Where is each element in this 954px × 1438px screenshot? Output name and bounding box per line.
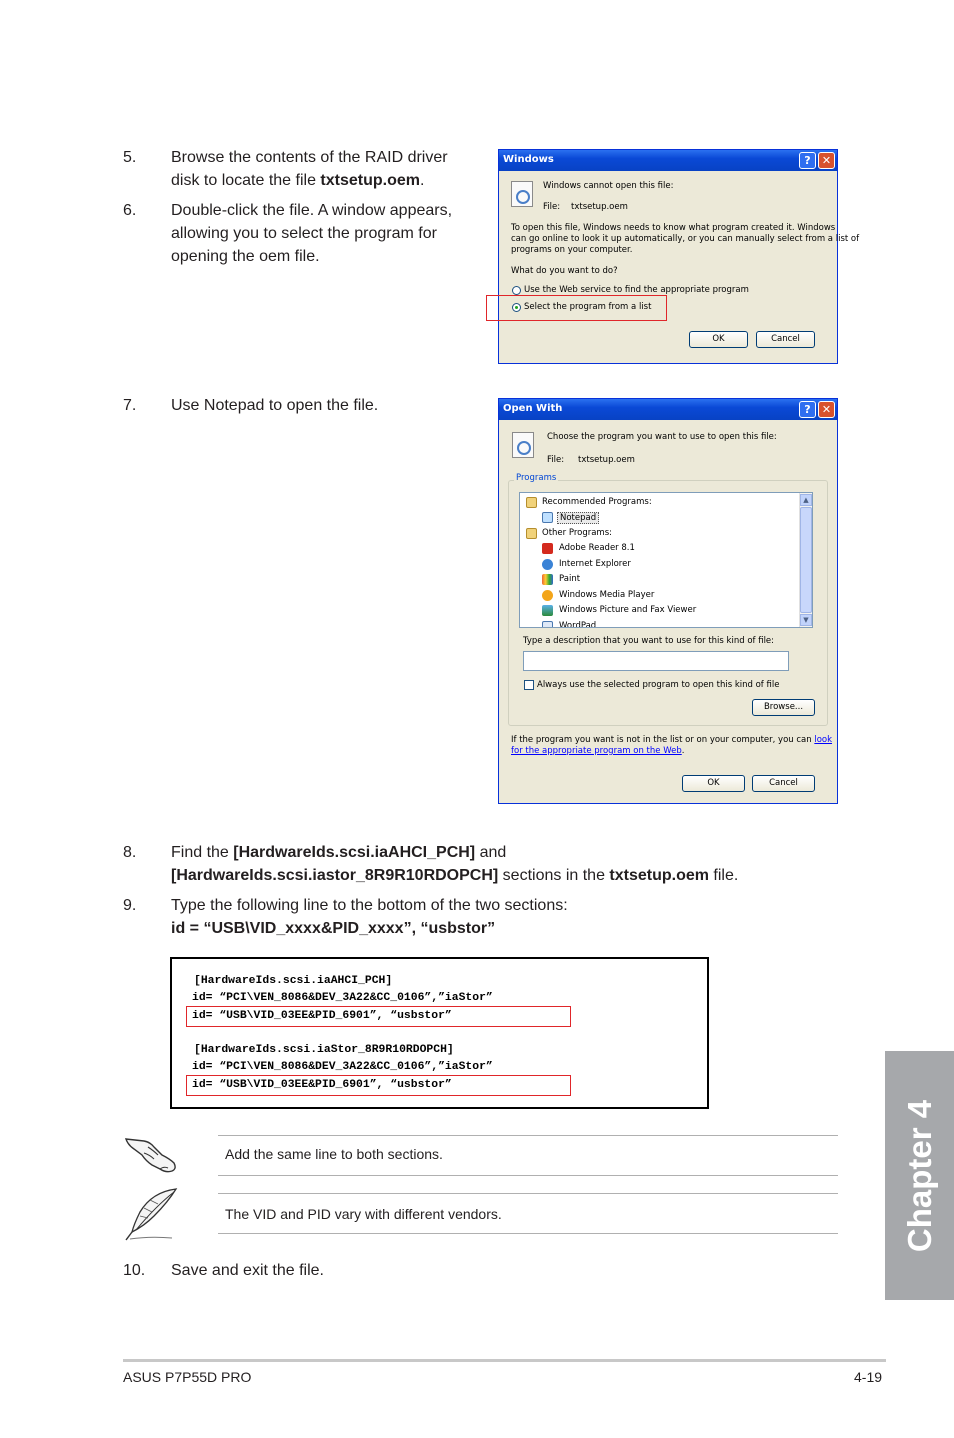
- windows-dialog: [498, 149, 860, 364]
- note-text: Add the same line to both sections.: [225, 1146, 443, 1162]
- group-label: Programs: [516, 473, 557, 483]
- scroll-thumb[interactable]: [800, 507, 812, 613]
- note-divider: [218, 1193, 838, 1194]
- web-link[interactable]: for the appropriate program on the Web: [511, 746, 682, 756]
- step-text: Type the following line to the bottom of the two sections:: [171, 897, 568, 914]
- dialog-description: programs on your computer.: [511, 245, 633, 255]
- ok-button[interactable]: OK: [689, 331, 748, 348]
- media-player-icon: [542, 590, 553, 601]
- list-header: Recommended Programs:: [542, 497, 652, 507]
- browse-button[interactable]: Browse...: [752, 699, 815, 716]
- notepad-icon: [542, 512, 553, 523]
- file-label: File:: [543, 202, 561, 212]
- programs-list[interactable]: [519, 492, 813, 628]
- footer-divider: [123, 1359, 886, 1362]
- bottom-text: .: [681, 746, 685, 756]
- step-8: [123, 841, 823, 889]
- list-item[interactable]: Internet Explorer: [559, 559, 631, 569]
- step-text: sections in the: [498, 867, 610, 884]
- step-number: 10.: [123, 1262, 146, 1279]
- dialog-title: Open With: [503, 403, 563, 414]
- dialog-message: Choose the program you want to use to open this file:: [547, 432, 777, 442]
- always-use-checkbox[interactable]: [524, 680, 534, 690]
- dialog-question: What do you want to do?: [511, 266, 618, 276]
- step-text: disk to locate the file: [171, 172, 321, 189]
- help-button[interactable]: ?: [799, 401, 816, 418]
- step-6: [123, 199, 483, 269]
- file-search-icon: [511, 181, 533, 207]
- step-9: [123, 894, 823, 942]
- option-label: Use the Web service to find the appropriate program: [524, 285, 749, 295]
- section-name: [HardwareIds.scsi.iaAHCI_PCH]: [233, 844, 476, 861]
- description-label: Type a description that you want to use for this kind of file:: [523, 636, 775, 646]
- dialog-title: Windows: [503, 154, 554, 165]
- chapter-label: Chapter 4: [900, 1099, 938, 1252]
- section-name: [HardwareIds.scsi.iastor_8R9R10RDOPCH]: [171, 867, 499, 884]
- checkbox-label: Always use the selected program to open this kind of file: [537, 680, 780, 690]
- step-text: Browse the contents of the RAID driver: [171, 149, 448, 166]
- step-number: 5.: [123, 149, 137, 166]
- internet-explorer-icon: [542, 559, 553, 570]
- folder-icon: [526, 497, 537, 508]
- hand-icon: [124, 1133, 178, 1175]
- step-text: allowing you to select the program for: [171, 225, 437, 242]
- filename: txtsetup.oem: [609, 867, 709, 884]
- chapter-tab: [885, 1051, 954, 1300]
- step-5: [123, 146, 483, 194]
- highlight-box: [186, 1006, 571, 1027]
- help-button[interactable]: ?: [799, 152, 816, 169]
- adobe-reader-icon: [542, 543, 553, 554]
- step-text: Save and exit the file.: [171, 1262, 324, 1279]
- code-line: id= “PCI\VEN_8086&DEV_3A22&CC_0106”,”iaStor”: [192, 1061, 493, 1073]
- list-item[interactable]: Windows Picture and Fax Viewer: [559, 605, 697, 615]
- cancel-button[interactable]: Cancel: [756, 331, 815, 348]
- step-text: opening the oem file.: [171, 248, 320, 265]
- list-header: Other Programs:: [542, 528, 612, 538]
- wordpad-icon: [542, 621, 553, 628]
- list-item[interactable]: Paint: [559, 574, 581, 584]
- highlight-box: [186, 1075, 571, 1096]
- note-divider: [218, 1233, 838, 1234]
- web-service-radio[interactable]: [512, 286, 521, 295]
- dialog-description: can go online to look it up automatically, or you can manually select from a list of: [511, 234, 860, 244]
- dialog-description: To open this file, Windows needs to know what program created it. Windows: [511, 223, 836, 233]
- list-item[interactable]: WordPad: [559, 621, 597, 628]
- step-text: and: [475, 844, 507, 861]
- look-link[interactable]: look: [814, 735, 833, 745]
- paint-icon: [542, 574, 553, 585]
- step-number: 9.: [123, 897, 137, 914]
- step-text: Double-click the file. A window appears,: [171, 202, 453, 219]
- scroll-down-icon[interactable]: ▼: [800, 614, 812, 626]
- description-input[interactable]: [523, 651, 789, 671]
- ok-button[interactable]: OK: [682, 775, 745, 792]
- code-line: [HardwareIds.scsi.iaAHCI_PCH]: [194, 975, 393, 987]
- code-line: [HardwareIds.scsi.iaStor_8R9R10RDOPCH]: [194, 1044, 454, 1056]
- option-label: Select the program from a list: [524, 302, 652, 312]
- footer-page-number: 4-19: [854, 1369, 883, 1385]
- code-line: id= “PCI\VEN_8086&DEV_3A22&CC_0106”,”iaStor”: [192, 992, 493, 1004]
- picture-viewer-icon: [542, 605, 553, 616]
- file-name: txtsetup.oem: [578, 455, 635, 465]
- step-number: 6.: [123, 202, 137, 219]
- file-search-icon: [512, 432, 534, 458]
- list-item-notepad[interactable]: Notepad: [557, 512, 599, 524]
- step-text: Find the: [171, 844, 234, 861]
- scroll-up-icon[interactable]: ▲: [800, 494, 812, 506]
- file-label: File:: [547, 455, 565, 465]
- filename: txtsetup.oem: [320, 172, 420, 189]
- note-text: The VID and PID vary with different vendors.: [225, 1206, 502, 1222]
- close-button[interactable]: ✕: [818, 152, 835, 169]
- dialog-titlebar: [499, 399, 837, 420]
- list-item[interactable]: Windows Media Player: [559, 590, 655, 600]
- close-button[interactable]: ✕: [818, 401, 835, 418]
- step-text: file.: [708, 867, 739, 884]
- highlight-box: [486, 295, 667, 321]
- code-line: id= “USB\VID_03EE&PID_6901”, “usbstor”: [192, 1010, 452, 1022]
- step-number: 8.: [123, 844, 137, 861]
- note-divider: [218, 1175, 838, 1176]
- folder-icon: [526, 528, 537, 539]
- step-number: 7.: [123, 397, 137, 414]
- list-item[interactable]: Adobe Reader 8.1: [559, 543, 635, 553]
- dialog-message: Windows cannot open this file:: [543, 181, 674, 191]
- list-scrollbar[interactable]: [799, 493, 812, 627]
- file-name: txtsetup.oem: [571, 202, 628, 212]
- dialog-titlebar: [499, 150, 837, 171]
- footer-product: ASUS P7P55D PRO: [123, 1369, 252, 1385]
- code-line: id= “USB\VID_03EE&PID_6901”, “usbstor”: [192, 1079, 452, 1091]
- code-snippet: id = “USB\VID_xxxx&PID_xxxx”, “usbstor”: [171, 920, 496, 937]
- step-10: [123, 1259, 483, 1283]
- step-text: Use Notepad to open the file.: [171, 397, 379, 414]
- feather-pen-icon: [122, 1186, 180, 1242]
- cancel-button[interactable]: Cancel: [752, 775, 815, 792]
- bottom-text: If the program you want is not in the list or on your computer, you can: [511, 735, 815, 745]
- open-with-dialog: [498, 398, 838, 804]
- step-text: .: [420, 172, 425, 189]
- note-divider: [218, 1135, 838, 1136]
- step-7: [123, 394, 483, 418]
